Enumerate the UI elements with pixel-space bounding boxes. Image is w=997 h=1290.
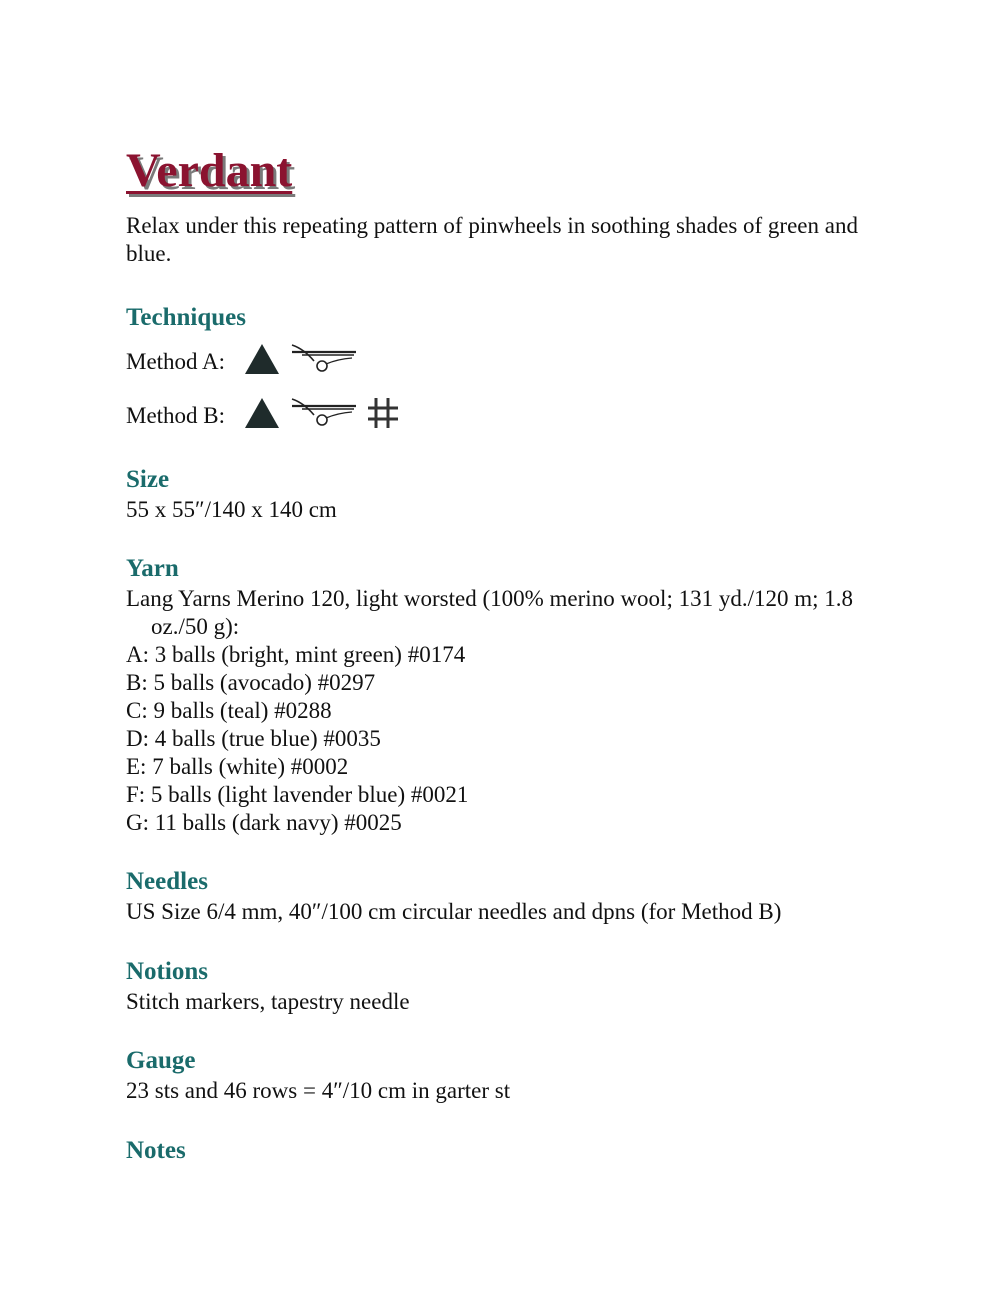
yarn-heading: Yarn xyxy=(126,555,179,582)
gauge-text: 23 sts and 46 rows = 4″/10 cm in garter st xyxy=(126,1078,511,1103)
notes-section xyxy=(126,1135,876,1167)
notions-section xyxy=(126,956,876,1016)
needle-scissors-icon xyxy=(288,343,358,381)
yarn-item-a: A: 3 balls (bright, mint green) #0174 xyxy=(126,642,466,667)
triangle-icon xyxy=(244,343,280,381)
yarn-section xyxy=(126,553,876,837)
method-b-row xyxy=(126,398,876,434)
pattern-content xyxy=(126,140,876,1167)
size-section xyxy=(126,464,876,524)
needles-section xyxy=(126,866,876,926)
needles-heading: Needles xyxy=(126,868,208,895)
gauge-heading: Gauge xyxy=(126,1047,196,1074)
method-a-row xyxy=(126,344,876,380)
needle-scissors-icon xyxy=(288,397,358,435)
hash-grid-icon xyxy=(366,396,400,436)
techniques-heading: Techniques xyxy=(126,304,246,331)
page-title: Verdant xyxy=(126,144,293,197)
method-b-label: Method B: xyxy=(126,403,226,428)
method-a-label: Method A: xyxy=(126,349,226,374)
techniques-section xyxy=(126,302,876,434)
gauge-section xyxy=(126,1045,876,1105)
needles-text: US Size 6/4 mm, 40″/100 cm circular needles and dpns (for Method B) xyxy=(126,899,782,924)
yarn-item-c: C: 9 balls (teal) #0288 xyxy=(126,698,332,723)
yarn-item-d: D: 4 balls (true blue) #0035 xyxy=(126,726,381,751)
notions-text: Stitch markers, tapestry needle xyxy=(126,989,410,1014)
size-text: 55 x 55″/140 x 140 cm xyxy=(126,497,337,522)
intro-text: Relax under this repeating pattern of pinwheels in soothing shades of green and blue. xyxy=(126,213,858,266)
yarn-item-f: F: 5 balls (light lavender blue) #0021 xyxy=(126,782,469,807)
yarn-item-e: E: 7 balls (white) #0002 xyxy=(126,754,349,779)
yarn-item-g: G: 11 balls (dark navy) #0025 xyxy=(126,810,402,835)
notions-heading: Notions xyxy=(126,958,208,985)
size-heading: Size xyxy=(126,466,170,493)
yarn-item-b: B: 5 balls (avocado) #0297 xyxy=(126,670,376,695)
triangle-icon xyxy=(244,397,280,435)
yarn-intro: Lang Yarns Merino 120, light worsted (100% merino wool; 131 yd./120 m; 1.8 oz./50 g): xyxy=(126,586,854,639)
notes-heading: Notes xyxy=(126,1137,186,1164)
